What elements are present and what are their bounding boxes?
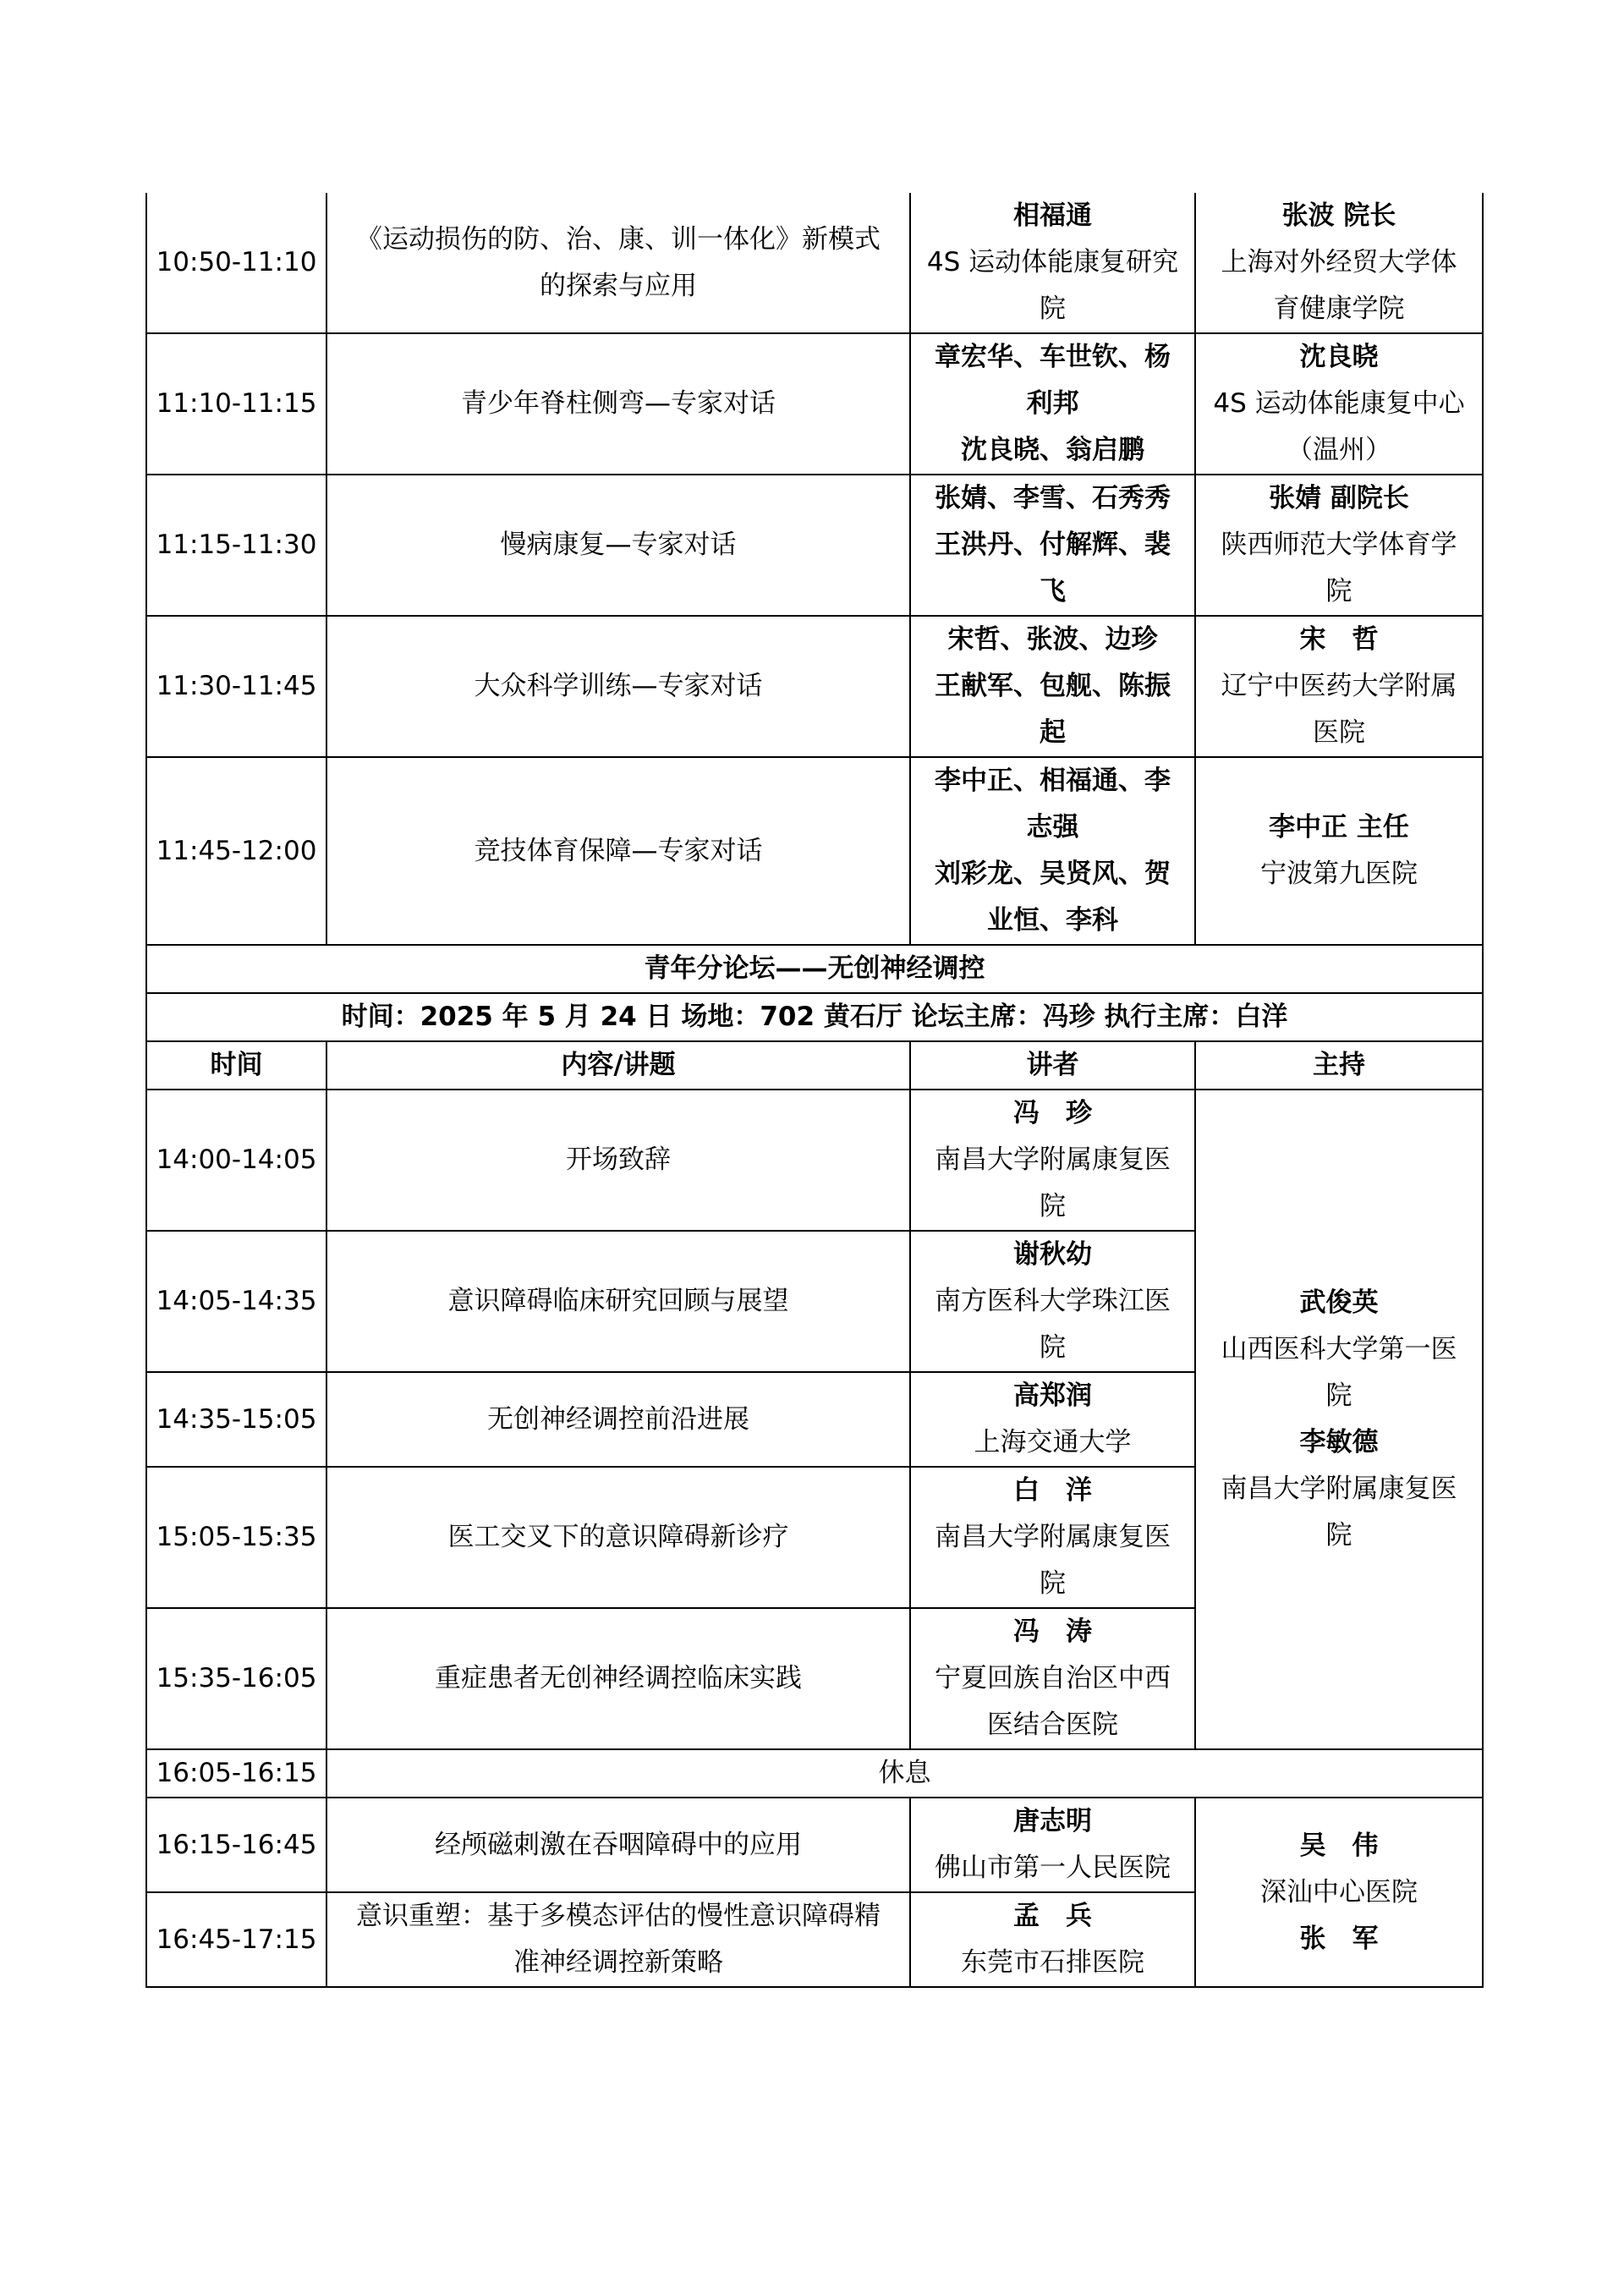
host-line: 宁波第九医院: [1260, 859, 1418, 889]
break-row: [146, 1749, 1483, 1798]
session-host: [1195, 193, 1483, 333]
session-speaker: [910, 757, 1195, 945]
header-time: 时间: [146, 1041, 326, 1090]
session-host: [1195, 333, 1483, 475]
speaker-line: 院: [1040, 1568, 1066, 1599]
host-line: （温州）: [1287, 435, 1391, 465]
table-row: [146, 757, 1483, 945]
session-speaker: [910, 1892, 1195, 1987]
host-line: 沈良晓: [1299, 342, 1379, 372]
speaker-line: 南方医科大学珠江医: [935, 1286, 1171, 1316]
host-line: 武俊英: [1299, 1287, 1379, 1318]
session-speaker: [910, 1467, 1195, 1608]
speaker-line: 上海交通大学: [974, 1427, 1132, 1457]
speaker-line: 宁夏回族自治区中西: [935, 1663, 1171, 1693]
header-speaker: 讲者: [910, 1041, 1195, 1090]
session-time: 11:15-11:30: [146, 475, 326, 616]
topic-line: 无创神经调控前沿进展: [487, 1403, 749, 1435]
session-topic: [326, 1608, 910, 1749]
speaker-line: 飞: [1040, 576, 1066, 607]
session-topic: [326, 1372, 910, 1467]
host-line: 4S 运动体能康复中心: [1213, 388, 1465, 419]
topic-line: 大众科学训练—专家对话: [474, 671, 763, 701]
table-row: [146, 193, 1483, 333]
speaker-line: 王洪丹、付解辉、裴: [935, 530, 1171, 560]
speaker-line: 相福通: [1013, 200, 1092, 231]
speaker-line: 冯 珍: [1013, 1098, 1092, 1128]
speaker-line: 高郑润: [1013, 1381, 1092, 1411]
session-time: 15:35-16:05: [146, 1608, 326, 1749]
speaker-line: 院: [1040, 1332, 1066, 1363]
speaker-line: 志强: [1026, 812, 1079, 843]
session-speaker: [910, 1231, 1195, 1372]
session-topic: [326, 475, 910, 616]
session-topic: [326, 1892, 910, 1987]
topic-line: 竞技体育保障—专家对话: [474, 835, 763, 866]
session-time: 11:45-12:00: [146, 757, 326, 945]
speaker-line: 李中正、相福通、李: [935, 766, 1171, 796]
schedule-body: [146, 193, 1483, 1987]
host-line: 上海对外经贸大学体: [1221, 247, 1457, 277]
header-host: 主持: [1195, 1041, 1483, 1090]
host-line: 吴 伟: [1299, 1830, 1379, 1861]
session-topic: [326, 757, 910, 945]
speaker-line: 业恒、李科: [987, 905, 1118, 936]
session-host: [1195, 757, 1483, 945]
session-topic: [326, 193, 910, 333]
session-speaker: [910, 1608, 1195, 1749]
forum-info: 时间：2025 年 5 月 24 日 场地：702 黄石厅 论坛主席：冯珍 执行主席：白洋: [146, 993, 1483, 1041]
break-label: 休息: [326, 1749, 1483, 1798]
speaker-line: 唐志明: [1013, 1806, 1092, 1836]
host-line: 张 军: [1299, 1923, 1379, 1954]
session-host: [1195, 475, 1483, 616]
topic-line: 经颅磁刺激在吞咽障碍中的应用: [435, 1829, 802, 1860]
speaker-line: 4S 运动体能康复研究: [926, 247, 1179, 277]
table-row: [146, 1090, 1483, 1231]
session-time: 11:30-11:45: [146, 616, 326, 757]
session-topic: [326, 1231, 910, 1372]
speaker-line: 佛山市第一人民医院: [935, 1853, 1171, 1883]
table-row: [146, 333, 1483, 475]
session-time: 10:50-11:10: [146, 193, 326, 333]
session-time: 16:15-16:45: [146, 1798, 326, 1892]
break-time: 16:05-16:15: [146, 1749, 326, 1798]
speaker-line: 刘彩龙、吴贤风、贺: [935, 859, 1171, 889]
topic-line: 的探索与应用: [540, 270, 697, 301]
header-row: [146, 1041, 1483, 1090]
host-line: 院: [1325, 1381, 1352, 1411]
speaker-line: 宋哲、张波、边珍: [947, 624, 1158, 655]
topic-line: 意识重塑：基于多模态评估的慢性意识障碍精: [356, 1901, 881, 1931]
session-topic: [326, 333, 910, 475]
speaker-line: 东莞市石排医院: [961, 1947, 1144, 1978]
host-line: 李敏德: [1299, 1427, 1379, 1457]
forum-info-row: [146, 993, 1483, 1041]
topic-line: 开场致辞: [566, 1144, 671, 1175]
speaker-line: 院: [1040, 294, 1066, 324]
host-line: 院: [1325, 1520, 1352, 1551]
topic-line: 意识障碍临床研究回顾与展望: [447, 1286, 789, 1316]
speaker-line: 谢秋幼: [1013, 1239, 1092, 1270]
session-topic: [326, 616, 910, 757]
topic-line: 重症患者无创神经调控临床实践: [435, 1663, 802, 1693]
speaker-line: 南昌大学附属康复医: [935, 1144, 1171, 1175]
speaker-line: 医结合医院: [987, 1710, 1118, 1740]
host-line: 山西医科大学第一医: [1221, 1334, 1457, 1364]
topic-line: 慢病康复—专家对话: [500, 530, 737, 560]
session-time: 11:10-11:15: [146, 333, 326, 475]
table-row: [146, 1798, 1483, 1892]
host-line: 李中正 主任: [1269, 812, 1409, 843]
host-line: 深汕中心医院: [1260, 1876, 1418, 1907]
session-host: [1195, 1798, 1483, 1987]
session-time: 14:00-14:05: [146, 1090, 326, 1231]
host-line: 陕西师范大学体育学: [1221, 530, 1457, 560]
speaker-line: 起: [1040, 717, 1066, 748]
topic-line: 医工交叉下的意识障碍新诊疗: [447, 1522, 789, 1552]
session-topic: [326, 1798, 910, 1892]
speaker-line: 院: [1040, 1191, 1066, 1221]
host-line: 育健康学院: [1273, 294, 1405, 324]
session-speaker: [910, 333, 1195, 475]
speaker-line: 孟 兵: [1013, 1901, 1092, 1931]
topic-line: 准神经调控新策略: [513, 1947, 723, 1978]
table-row: [146, 616, 1483, 757]
schedule-table: [145, 193, 1484, 1988]
session-time: 16:45-17:15: [146, 1892, 326, 1987]
table-row: [146, 475, 1483, 616]
session-time: 15:05-15:35: [146, 1467, 326, 1608]
speaker-line: 章宏华、车世钦、杨: [935, 342, 1171, 372]
session-speaker: [910, 616, 1195, 757]
speaker-line: 冯 涛: [1013, 1617, 1092, 1647]
session-speaker: [910, 475, 1195, 616]
speaker-line: 王献军、包舰、陈振: [935, 671, 1171, 701]
speaker-line: 南昌大学附属康复医: [935, 1522, 1171, 1552]
forum-title: 青年分论坛——无创神经调控: [146, 945, 1483, 993]
host-line: 院: [1325, 576, 1352, 607]
host-line: 宋 哲: [1299, 624, 1379, 655]
header-topic: 内容/讲题: [326, 1041, 910, 1090]
host-line: 医院: [1313, 717, 1365, 748]
speaker-line: 利邦: [1026, 388, 1079, 419]
session-topic: [326, 1090, 910, 1231]
speaker-line: 张婧、李雪、石秀秀: [935, 483, 1171, 513]
session-speaker: [910, 1798, 1195, 1892]
session-speaker: [910, 1090, 1195, 1231]
host-line: 辽宁中医药大学附属: [1221, 671, 1457, 701]
host-line: 张波 院长: [1281, 200, 1396, 231]
speaker-line: 白 洋: [1013, 1475, 1092, 1506]
session-time: 14:35-15:05: [146, 1372, 326, 1467]
session-time: 14:05-14:35: [146, 1231, 326, 1372]
forum-title-row: [146, 945, 1483, 993]
session-speaker: [910, 193, 1195, 333]
topic-line: 青少年脊柱侧弯—专家对话: [461, 388, 776, 419]
host-line: 南昌大学附属康复医: [1221, 1474, 1457, 1504]
session-topic: [326, 1467, 910, 1608]
host-line: 张婧 副院长: [1269, 483, 1409, 513]
session-host: [1195, 1090, 1483, 1749]
topic-line: 《运动损伤的防、治、康、训一体化》新模式: [356, 223, 881, 255]
session-host: [1195, 616, 1483, 757]
speaker-line: 沈良晓、翁启鹏: [961, 435, 1144, 465]
session-speaker: [910, 1372, 1195, 1467]
